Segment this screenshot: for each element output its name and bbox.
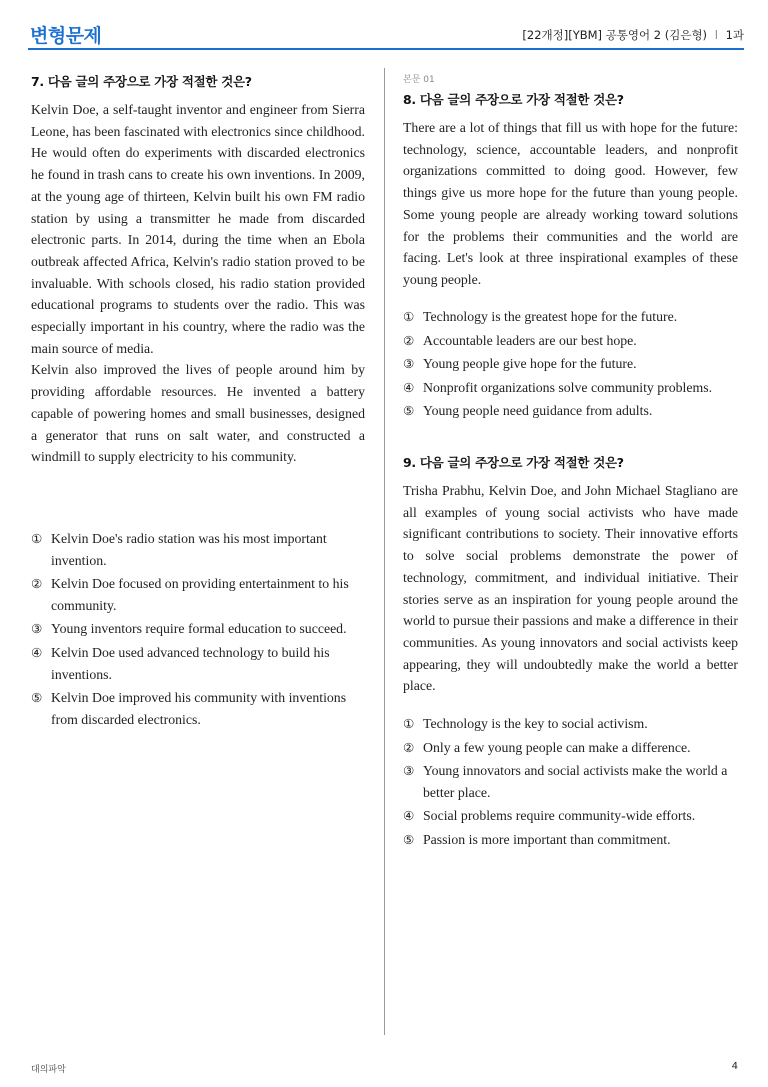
- choice-item[interactable]: [403, 330, 738, 352]
- choice-item[interactable]: [31, 618, 365, 640]
- question-7-choices: [31, 528, 365, 732]
- choice-text: Kelvin Doe improved his community with inventions from discarded electronics.: [51, 690, 347, 727]
- choice-number: ①: [403, 716, 415, 731]
- choice-item[interactable]: [403, 737, 738, 759]
- choice-number: ①: [403, 309, 415, 324]
- lesson-label: 1과: [725, 28, 744, 42]
- passage-paragraph: There are a lot of things that fill us with hope for the future: technology, science, accountable leaders, and nonprofit organizations committed to doing good. However, few things give us more hope for the future than young people. Some young people are already working toward solutions for the problems their communities and the world are facing. Let's look at three inspirational examples of these young people.: [403, 120, 738, 287]
- choice-number: ④: [31, 644, 43, 660]
- choice-text: Kelvin Doe's radio station was his most important invention.: [51, 531, 327, 568]
- choice-item[interactable]: [403, 829, 738, 851]
- choice-text: Kelvin Doe focused on providing entertainment to his community.: [51, 576, 349, 613]
- choice-item[interactable]: [403, 400, 738, 422]
- choice-item[interactable]: [31, 642, 365, 685]
- choice-item[interactable]: [31, 573, 365, 616]
- choice-number: ⑤: [403, 403, 415, 418]
- choice-number: ④: [403, 808, 415, 824]
- page-header: [0, 0, 768, 50]
- choice-number: ③: [403, 356, 415, 371]
- page-number: 4: [731, 1061, 738, 1072]
- choice-item[interactable]: [403, 805, 738, 827]
- choice-number: ⑤: [31, 690, 43, 706]
- choice-text: Young people need guidance from adults.: [423, 403, 653, 418]
- choice-text: Technology is the key to social activism.: [423, 716, 648, 731]
- choice-text: Accountable leaders are our best hope.: [423, 332, 637, 348]
- question-9-choices: [403, 713, 738, 852]
- choice-item[interactable]: [403, 377, 738, 399]
- choice-text: Kelvin Doe used advanced technology to build his inventions.: [51, 644, 330, 682]
- passage-paragraph: Kelvin Doe, a self-taught inventor and engineer from Sierra Leone, has been fascinated with electronics since childhood. He would often do experiments with discarded electronics he found in trash cans to create his own inventions. In 2009, at the young age of thirteen, Kelvin built his own FM radio station by using a transmitter he made from discarded electronic parts. In 2014, during the time when an Ebola outbreak affected Africa, Kelvin's radio station proved to be invaluable. With schools closed, his radio station provided educational programs to students over the radio. This was especially important in his country, where the radio was the main source of media.: [31, 102, 365, 356]
- passage-label: 본문 01: [403, 75, 435, 85]
- choice-number: ②: [403, 332, 415, 348]
- course-info: [522, 27, 744, 43]
- choice-text: Young inventors require formal education to succeed.: [51, 621, 347, 637]
- choice-number: ⑤: [403, 831, 415, 847]
- choice-text: Passion is more important than commitment.: [423, 831, 671, 847]
- choice-number: ②: [403, 739, 415, 755]
- choice-item[interactable]: [403, 713, 738, 735]
- choice-text: Social problems require community-wide efforts.: [423, 808, 696, 824]
- question-8-choices: [403, 306, 738, 424]
- choice-number: ③: [403, 763, 415, 778]
- passage-paragraph: Kelvin also improved the lives of people around him by providing affordable resources. He invented a battery capable of powering homes and small businesses, designed a generator that runs on salt water, and constructed a windmill to supply electricity to his community.: [31, 362, 365, 465]
- question-9-title: 9. 다음 글의 주장으로 가장 적절한 것은?: [403, 455, 624, 470]
- choice-text: Young innovators and social activists make the world a better place.: [423, 763, 728, 800]
- column-divider: [384, 68, 385, 1035]
- choice-number: ①: [31, 531, 43, 546]
- footer-label: 대의파악: [31, 1065, 66, 1075]
- choice-text: Young people give hope for the future.: [423, 356, 637, 371]
- choice-text: Only a few young people can make a difference.: [423, 739, 691, 755]
- brand-title: 변형문제: [30, 25, 102, 47]
- question-7-passage: [31, 99, 365, 468]
- choice-number: ③: [31, 621, 43, 637]
- choice-item[interactable]: [403, 306, 738, 328]
- passage-paragraph: Trisha Prabhu, Kelvin Doe, and John Michael Stagliano are all examples of young social activists who have made significant contributions to society. Their innovative efforts to solve social problems demonstrate the power of technology, commitment, and individual initiative. Their stories serve as an inspiration for young people around the world to pursue their passions and make a difference in their communities. As young innovators and social activists keep appearing, they will undoubtedly make the world a better place.: [403, 483, 738, 694]
- question-8-title: 8. 다음 글의 주장으로 가장 적절한 것은?: [403, 92, 624, 107]
- choice-item[interactable]: [403, 353, 738, 375]
- choice-number: ②: [31, 576, 43, 592]
- choice-item[interactable]: [31, 528, 365, 571]
- question-7-title: 7. 다음 글의 주장으로 가장 적절한 것은?: [31, 74, 252, 89]
- choice-number: ④: [403, 379, 415, 395]
- course-title: [22개정][YBM] 공통영어 2 (김은형): [522, 28, 708, 42]
- choice-text: Nonprofit organizations solve community problems.: [423, 379, 713, 395]
- choice-text: Technology is the greatest hope for the future.: [423, 309, 678, 324]
- choice-item[interactable]: [403, 760, 738, 803]
- question-8-passage: [403, 117, 738, 291]
- header-separator: l: [714, 28, 718, 42]
- choice-item[interactable]: [31, 687, 365, 730]
- question-9-passage: [403, 480, 738, 697]
- header-rule: [28, 48, 744, 50]
